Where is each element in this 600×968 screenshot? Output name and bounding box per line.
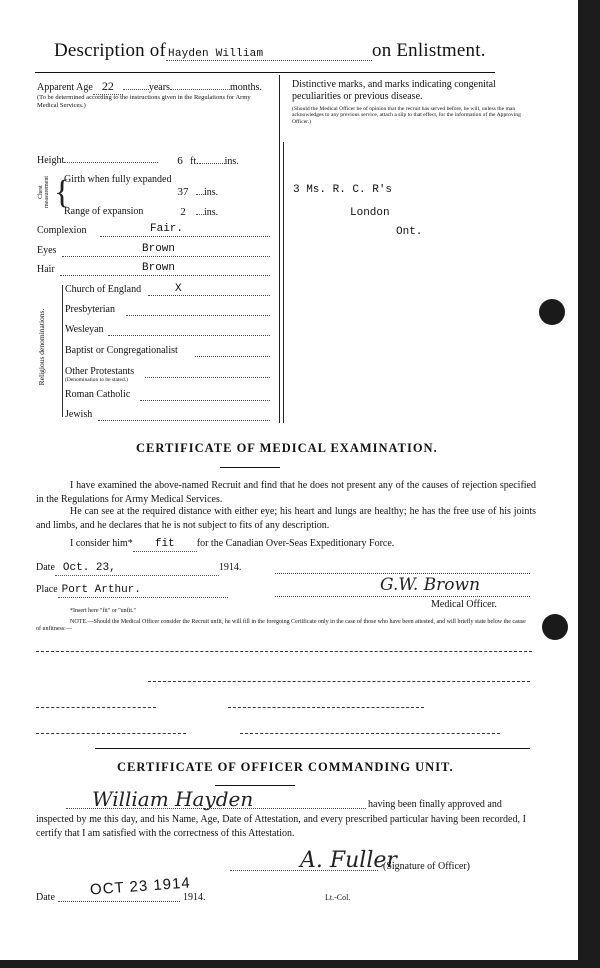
- officer-rank: Lt.-Col.: [325, 893, 351, 902]
- medical-certificate-heading: CERTIFICATE OF MEDICAL EXAMINATION.: [136, 441, 438, 455]
- title-prefix: Description of: [54, 40, 167, 61]
- medical-para-2: He can see at the required distance with either eye; his heart and lungs are healthy; he has the free use of his joints and limbs, and he declares that he is not subject to fits of any description.: [36, 506, 536, 531]
- heading-rule: [215, 785, 295, 786]
- insert-note: *Insert here "fit" or "unfit.": [70, 608, 136, 614]
- signature-of-officer-label: (Signature of Officer): [383, 861, 471, 872]
- eyes-value: Brown: [142, 243, 176, 255]
- document-title: [54, 40, 486, 62]
- religion-roman-catholic: Roman Catholic: [65, 389, 131, 400]
- apparent-age-label: Apparent Age: [37, 82, 93, 93]
- religion-other-protestants: Other Protestants: [65, 366, 135, 377]
- religion-church-of-england: Church of England: [65, 284, 142, 295]
- years-label: years: [148, 82, 170, 93]
- range-label: Range of expansion: [64, 206, 144, 217]
- column-divider-double: [283, 142, 284, 423]
- ins-label: ins.: [224, 156, 239, 167]
- complexion-value: Fair.: [150, 223, 184, 235]
- medical-place-value: Port Arthur.: [58, 583, 228, 598]
- range-value-row: [170, 206, 218, 218]
- heading-rule: [220, 467, 280, 468]
- distinctive-marks-label: Distinctive marks, and marks indicating congenital peculiarities or previous disease.: [292, 79, 496, 102]
- column-divider: [279, 75, 280, 423]
- height-value-row: [170, 155, 239, 167]
- consider-suffix: for the Canadian Over-Seas Expeditionary Force.: [196, 538, 395, 549]
- title-suffix: on Enlistment.: [372, 40, 486, 61]
- apparent-age-row: [37, 79, 262, 95]
- distinctive-marks-note: (Should the Medical Officer be of opinion that the recruit has served before, he will, unless the man acknowledges to any previous service, attach a slip to that effect, for the information of the Approving Officer.): [292, 106, 521, 125]
- consider-prefix: I consider him*: [70, 538, 133, 549]
- religion-row: [65, 284, 141, 295]
- ft-label: ft.: [190, 156, 199, 167]
- recruit-name: Hayden William: [166, 48, 372, 61]
- range-unit: ins.: [204, 207, 219, 218]
- girth-label: Girth when fully expanded: [64, 174, 172, 185]
- hair-value: Brown: [142, 262, 176, 274]
- girth-unit: ins.: [204, 187, 219, 198]
- religion-presbyterian: Presbyterian: [65, 304, 115, 315]
- distinctive-line-1: 3 Ms. R. C. R's: [293, 184, 393, 196]
- medical-date-row: [36, 561, 241, 576]
- girth-value: 37: [177, 186, 189, 198]
- fitness-value: fit: [133, 537, 197, 552]
- age-note: (To be determined according to the instructions given in the Regulations for Army Medical Services.): [37, 94, 251, 109]
- officer-certificate-heading: CERTIFICATE OF OFFICER COMMANDING UNIT.: [117, 760, 454, 774]
- consider-row: [70, 537, 394, 552]
- top-rule: [35, 72, 495, 73]
- apparent-age-value: 22: [93, 79, 123, 95]
- months-label: months.: [229, 82, 262, 93]
- hair-label: Hair: [37, 264, 55, 275]
- officer-signature: A. Fuller: [300, 848, 397, 873]
- date-stamp: OCT 23 1914: [89, 874, 192, 899]
- religion-jewish: Jewish: [65, 409, 93, 420]
- recruit-signature: William Hayden: [92, 787, 254, 811]
- blank-line: [148, 681, 530, 682]
- officer-date-label: Date: [36, 892, 55, 903]
- medical-place-label: Place: [36, 584, 58, 595]
- chest-measurement-label: Chest measurement: [38, 176, 50, 208]
- officer-date-year: 1914.: [183, 892, 206, 903]
- religion-mark: X: [175, 283, 182, 295]
- religious-denominations-label: Religious denominations.: [37, 308, 46, 386]
- religion-wesleyan: Wesleyan: [65, 324, 104, 335]
- medical-para-1: I have examined the above-named Recruit and find that he does not present any of the causes of rejection specified in the Regulations for Army Medical Services.: [36, 480, 536, 505]
- height-row: [37, 155, 158, 166]
- girth-value-row: [170, 186, 218, 198]
- officer-para-start: having been finally approved and: [368, 799, 502, 810]
- medical-date-year: 1914.: [218, 562, 242, 573]
- punch-hole-top: [539, 299, 565, 325]
- religion-baptist: Baptist or Congregationalist: [65, 345, 178, 356]
- height-feet-value: 6: [177, 155, 183, 167]
- medical-date-label: Date: [36, 562, 55, 573]
- complexion-label: Complexion: [37, 225, 87, 236]
- punch-hole-bottom: [542, 614, 568, 640]
- chest-brace-icon: {: [54, 174, 71, 211]
- blank-line: [36, 651, 532, 652]
- officer-para: inspected by me this day, and his Name, Age, Date of Attestation, and every prescribed particular having been recorded, I certify that I am satisfied with the correctness of this Attestation.: [36, 814, 526, 839]
- blank-line: [36, 733, 186, 734]
- eyes-label: Eyes: [37, 245, 57, 256]
- distinctive-line-3: Ont.: [396, 226, 423, 238]
- range-value: 2: [180, 206, 186, 218]
- religion-brace-icon: [62, 285, 63, 417]
- religion-other-note: (Denomination to be stated.): [65, 377, 128, 383]
- blank-line: [228, 707, 424, 708]
- unfit-note: NOTE.—Should the Medical Officer consider the Recruit unfit, he will fill in the foregoing Certificate only in the case of those who have been attested, and will briefly state below the cause of unfitness:—: [36, 619, 526, 632]
- medical-place-row: [36, 583, 228, 598]
- medical-officer-title: Medical Officer.: [431, 599, 497, 610]
- distinctive-line-2: London: [350, 207, 390, 219]
- medical-date-value: Oct. 23,: [55, 561, 219, 576]
- blank-line: [240, 733, 500, 734]
- blank-line: [95, 748, 530, 749]
- blank-line: [36, 707, 156, 708]
- height-label: Height: [37, 155, 65, 166]
- medical-officer-signature: G.W. Brown: [380, 575, 481, 595]
